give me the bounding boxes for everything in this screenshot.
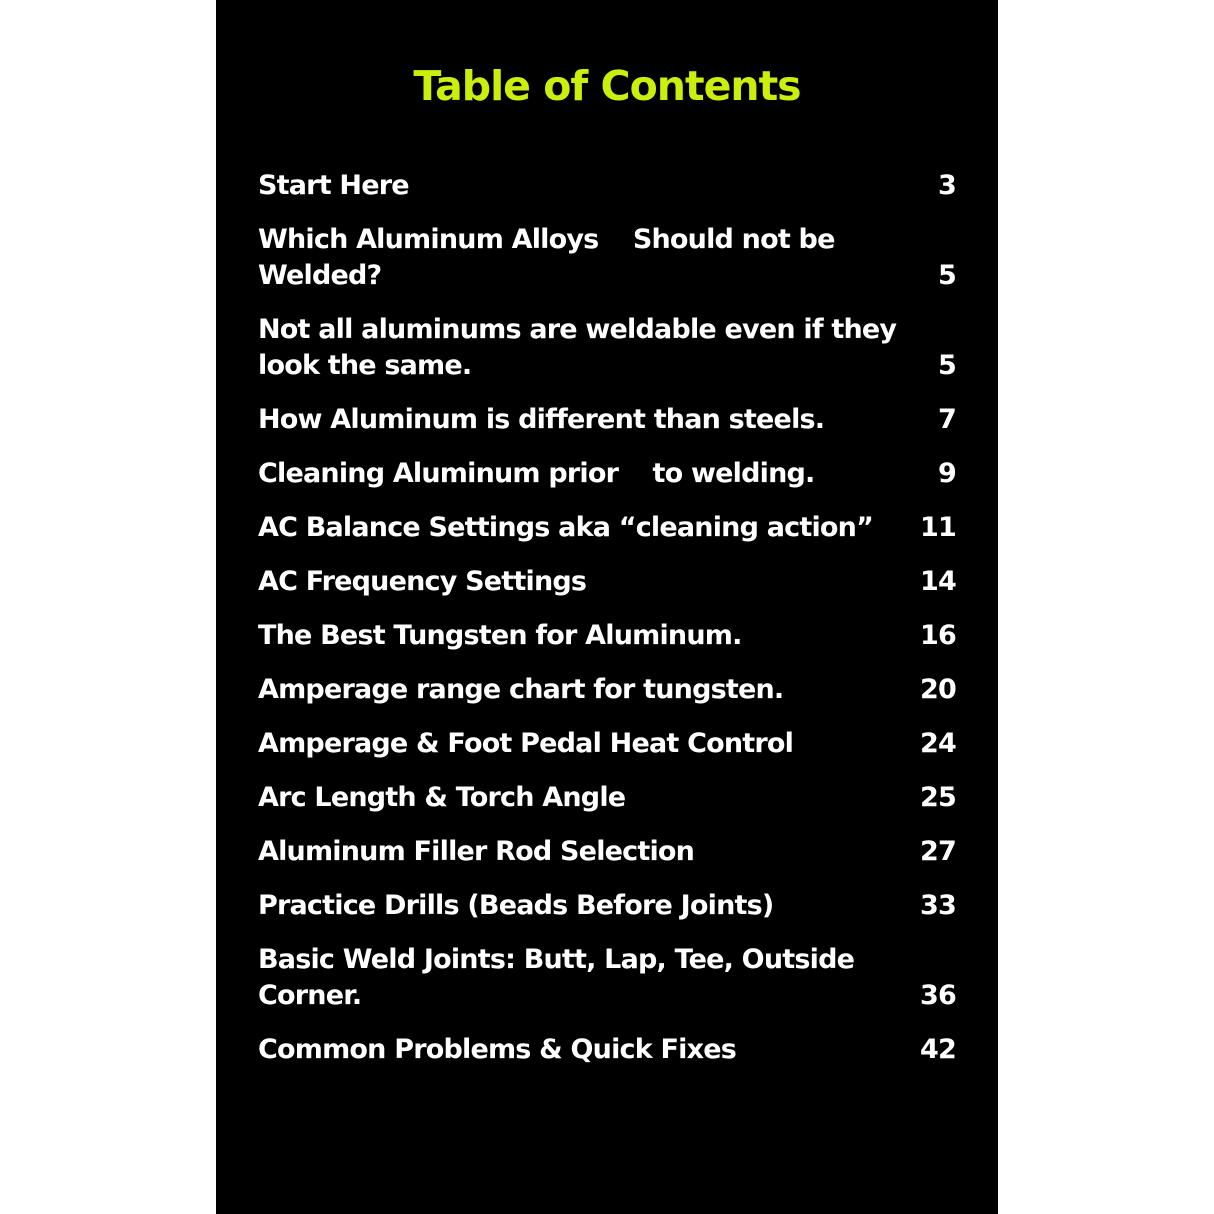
toc-entry: [258, 510, 956, 546]
toc-entry-title: Practice Drills (Beads Before Joints): [258, 890, 774, 921]
toc-entry-title: Which Aluminum Alloys Should not be Welded?: [258, 224, 835, 291]
toc-entry-page: 5: [938, 350, 956, 381]
toc-entry-title: Arc Length & Torch Angle: [258, 782, 626, 813]
toc-entry: [258, 564, 956, 600]
toc-entry-title: Amperage & Foot Pedal Heat Control: [258, 728, 794, 759]
toc-entry-title: Basic Weld Joints: Butt, Lap, Tee, Outside Corner.: [258, 944, 855, 1011]
toc-entry-page: 11: [920, 512, 956, 543]
toc-entry-page: 25: [920, 782, 956, 813]
toc-entry-page: 3: [938, 170, 956, 201]
toc-entry-page: 16: [920, 620, 956, 651]
document-page: [216, 0, 998, 1214]
toc-entry: [258, 888, 956, 924]
toc-entry-page: 9: [938, 458, 956, 489]
toc-entry-title: AC Frequency Settings: [258, 566, 587, 597]
toc-entry: [258, 618, 956, 654]
toc-entry: [258, 168, 956, 204]
toc-entry-page: 33: [920, 890, 956, 921]
toc-entry: [258, 456, 956, 492]
toc-entry-title: Amperage range chart for tungsten.: [258, 674, 784, 705]
toc-entry: [258, 402, 956, 438]
toc-entry-page: 14: [920, 566, 956, 597]
toc-entry-title: The Best Tungsten for Aluminum.: [258, 620, 742, 651]
toc-entry-title: Not all aluminums are weldable even if they look the same.: [258, 314, 897, 381]
toc-entry: [258, 942, 956, 1014]
toc-entry: [258, 780, 956, 816]
toc-entry: [258, 834, 956, 870]
toc-entry-page: 5: [938, 260, 956, 291]
toc-entry-title: Aluminum Filler Rod Selection: [258, 836, 695, 867]
toc-entry-page: 36: [920, 980, 956, 1011]
page-title: Table of Contents: [413, 62, 801, 110]
toc-entry: [258, 672, 956, 708]
toc-entry: [258, 222, 956, 294]
toc-entry-title: How Aluminum is different than steels.: [258, 404, 825, 435]
toc-entry-page: 7: [938, 404, 956, 435]
toc-entry: [258, 1032, 956, 1068]
toc-entry-page: 27: [920, 836, 956, 867]
toc-entry-page: 42: [920, 1034, 956, 1065]
toc-entry: [258, 726, 956, 762]
toc-entry-page: 24: [920, 728, 956, 759]
toc-entry-page: 20: [920, 674, 956, 705]
toc-entry-title: Cleaning Aluminum prior to welding.: [258, 458, 815, 489]
toc-entry: [258, 312, 956, 384]
toc-entry-title: Common Problems & Quick Fixes: [258, 1034, 736, 1065]
table-of-contents: [258, 168, 956, 1086]
toc-entry-title: Start Here: [258, 170, 409, 201]
toc-entry-title: AC Balance Settings aka “cleaning action”: [258, 512, 874, 543]
